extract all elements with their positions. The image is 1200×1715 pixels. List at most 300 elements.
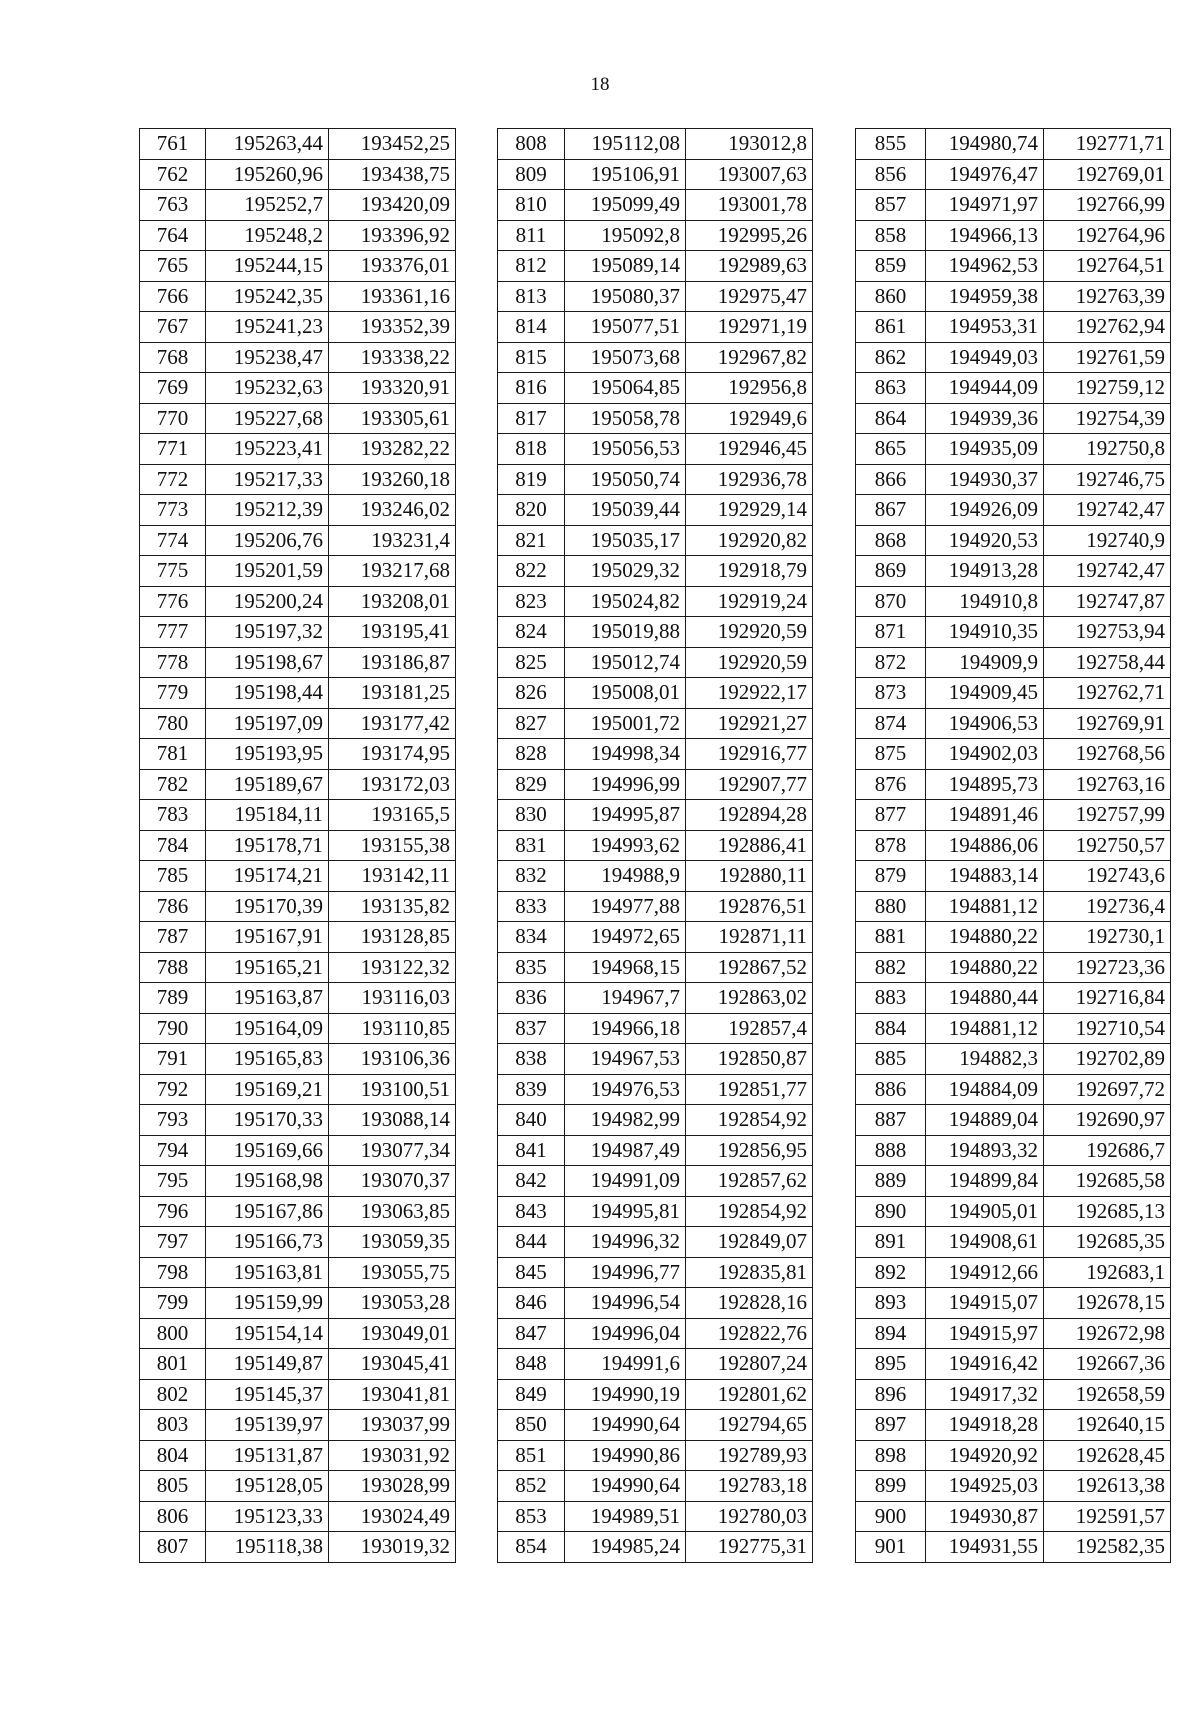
table-row: [498, 190, 813, 221]
y-coordinate-cell: 193031,92: [329, 1440, 456, 1471]
point-number-cell: 843: [498, 1196, 565, 1227]
x-coordinate-cell: 195201,59: [206, 556, 329, 587]
y-coordinate-cell: 193019,32: [329, 1532, 456, 1563]
x-coordinate-cell: 194976,47: [926, 159, 1044, 190]
y-coordinate-cell: 192967,82: [686, 342, 813, 373]
point-number-cell: 888: [856, 1135, 926, 1166]
point-number-cell: 871: [856, 617, 926, 648]
table-row: [140, 800, 456, 831]
x-coordinate-cell: 194988,9: [565, 861, 686, 892]
x-coordinate-cell: 194920,53: [926, 525, 1044, 556]
x-coordinate-cell: 194996,54: [565, 1288, 686, 1319]
y-coordinate-cell: 192971,19: [686, 312, 813, 343]
table-row: [856, 1135, 1171, 1166]
x-coordinate-cell: 194930,37: [926, 464, 1044, 495]
x-coordinate-cell: 195123,33: [206, 1501, 329, 1532]
point-number-cell: 846: [498, 1288, 565, 1319]
point-number-cell: 885: [856, 1044, 926, 1075]
table-row: [498, 495, 813, 526]
table-row: [140, 586, 456, 617]
table-row: [856, 129, 1171, 160]
point-number-cell: 768: [140, 342, 206, 373]
y-coordinate-cell: 193420,09: [329, 190, 456, 221]
y-coordinate-cell: 192640,15: [1044, 1410, 1171, 1441]
table-row: [140, 739, 456, 770]
x-coordinate-cell: 194909,9: [926, 647, 1044, 678]
y-coordinate-cell: 193055,75: [329, 1257, 456, 1288]
y-coordinate-cell: 192613,38: [1044, 1471, 1171, 1502]
y-coordinate-cell: 192807,24: [686, 1349, 813, 1380]
table-row: [140, 1501, 456, 1532]
table-row: [856, 556, 1171, 587]
table-row: [856, 1196, 1171, 1227]
x-coordinate-cell: 194996,32: [565, 1227, 686, 1258]
table-row: [856, 617, 1171, 648]
point-number-cell: 877: [856, 800, 926, 831]
y-coordinate-cell: 192769,01: [1044, 159, 1171, 190]
table-row: [140, 1105, 456, 1136]
table-row: [498, 403, 813, 434]
point-number-cell: 764: [140, 220, 206, 251]
coordinates-table-1: [139, 128, 456, 1563]
y-coordinate-cell: 192628,45: [1044, 1440, 1171, 1471]
table-row: [498, 1044, 813, 1075]
y-coordinate-cell: 193041,81: [329, 1379, 456, 1410]
y-coordinate-cell: 192880,11: [686, 861, 813, 892]
table-row: [140, 1440, 456, 1471]
point-number-cell: 882: [856, 952, 926, 983]
x-coordinate-cell: 195073,68: [565, 342, 686, 373]
table-row: [140, 342, 456, 373]
table-row: [856, 1440, 1171, 1471]
point-number-cell: 805: [140, 1471, 206, 1502]
x-coordinate-cell: 194881,12: [926, 1013, 1044, 1044]
x-coordinate-cell: 194976,53: [565, 1074, 686, 1105]
y-coordinate-cell: 192920,82: [686, 525, 813, 556]
x-coordinate-cell: 195099,49: [565, 190, 686, 221]
x-coordinate-cell: 194893,32: [926, 1135, 1044, 1166]
table-row: [140, 830, 456, 861]
point-number-cell: 823: [498, 586, 565, 617]
table-row: [856, 1532, 1171, 1563]
point-number-cell: 820: [498, 495, 565, 526]
table-row: [856, 1166, 1171, 1197]
y-coordinate-cell: 193195,41: [329, 617, 456, 648]
table-row: [140, 312, 456, 343]
x-coordinate-cell: 195012,74: [565, 647, 686, 678]
y-coordinate-cell: 193028,99: [329, 1471, 456, 1502]
y-coordinate-cell: 192678,15: [1044, 1288, 1171, 1319]
x-coordinate-cell: 195019,88: [565, 617, 686, 648]
table-row: [856, 1471, 1171, 1502]
point-number-cell: 774: [140, 525, 206, 556]
y-coordinate-cell: 192956,8: [686, 373, 813, 404]
table-row: [856, 1013, 1171, 1044]
x-coordinate-cell: 195248,2: [206, 220, 329, 251]
table-row: [140, 861, 456, 892]
table-row: [140, 1532, 456, 1563]
x-coordinate-cell: 194889,04: [926, 1105, 1044, 1136]
y-coordinate-cell: 193246,02: [329, 495, 456, 526]
y-coordinate-cell: 193396,92: [329, 220, 456, 251]
y-coordinate-cell: 192685,35: [1044, 1227, 1171, 1258]
table-row: [856, 1349, 1171, 1380]
table-row: [498, 586, 813, 617]
x-coordinate-cell: 195159,99: [206, 1288, 329, 1319]
table-row: [856, 525, 1171, 556]
y-coordinate-cell: 193053,28: [329, 1288, 456, 1319]
point-number-cell: 839: [498, 1074, 565, 1105]
y-coordinate-cell: 193305,61: [329, 403, 456, 434]
x-coordinate-cell: 195050,74: [565, 464, 686, 495]
x-coordinate-cell: 195217,33: [206, 464, 329, 495]
y-coordinate-cell: 193088,14: [329, 1105, 456, 1136]
y-coordinate-cell: 193007,63: [686, 159, 813, 190]
x-coordinate-cell: 194910,8: [926, 586, 1044, 617]
point-number-cell: 776: [140, 586, 206, 617]
y-coordinate-cell: 192690,97: [1044, 1105, 1171, 1136]
x-coordinate-cell: 194895,73: [926, 769, 1044, 800]
table-row: [856, 891, 1171, 922]
x-coordinate-cell: 195024,82: [565, 586, 686, 617]
point-number-cell: 798: [140, 1257, 206, 1288]
y-coordinate-cell: 193106,36: [329, 1044, 456, 1075]
y-coordinate-cell: 193177,42: [329, 708, 456, 739]
y-coordinate-cell: 192936,78: [686, 464, 813, 495]
table-row: [140, 708, 456, 739]
x-coordinate-cell: 195029,32: [565, 556, 686, 587]
x-coordinate-cell: 194953,31: [926, 312, 1044, 343]
table-row: [856, 342, 1171, 373]
table-row: [140, 1349, 456, 1380]
table-row: [140, 617, 456, 648]
y-coordinate-cell: 192740,9: [1044, 525, 1171, 556]
table-row: [856, 1288, 1171, 1319]
point-number-cell: 895: [856, 1349, 926, 1380]
point-number-cell: 896: [856, 1379, 926, 1410]
y-coordinate-cell: 193122,32: [329, 952, 456, 983]
y-coordinate-cell: 192854,92: [686, 1105, 813, 1136]
point-number-cell: 832: [498, 861, 565, 892]
x-coordinate-cell: 194987,49: [565, 1135, 686, 1166]
table-row: [498, 1166, 813, 1197]
table-row: [498, 251, 813, 282]
point-number-cell: 792: [140, 1074, 206, 1105]
y-coordinate-cell: 192922,17: [686, 678, 813, 709]
table-row: [856, 1227, 1171, 1258]
point-number-cell: 865: [856, 434, 926, 465]
x-coordinate-cell: 194989,51: [565, 1501, 686, 1532]
y-coordinate-cell: 193077,34: [329, 1135, 456, 1166]
x-coordinate-cell: 195169,21: [206, 1074, 329, 1105]
table-row: [498, 281, 813, 312]
table-row: [140, 1135, 456, 1166]
x-coordinate-cell: 194962,53: [926, 251, 1044, 282]
x-coordinate-cell: 194993,62: [565, 830, 686, 861]
point-number-cell: 795: [140, 1166, 206, 1197]
y-coordinate-cell: 193012,8: [686, 129, 813, 160]
table-row: [498, 1410, 813, 1441]
y-coordinate-cell: 192763,16: [1044, 769, 1171, 800]
x-coordinate-cell: 195170,39: [206, 891, 329, 922]
y-coordinate-cell: 192764,96: [1044, 220, 1171, 251]
x-coordinate-cell: 194926,09: [926, 495, 1044, 526]
point-number-cell: 788: [140, 952, 206, 983]
x-coordinate-cell: 194982,99: [565, 1105, 686, 1136]
y-coordinate-cell: 193181,25: [329, 678, 456, 709]
y-coordinate-cell: 192710,54: [1044, 1013, 1171, 1044]
table-row: [856, 373, 1171, 404]
y-coordinate-cell: 192762,94: [1044, 312, 1171, 343]
x-coordinate-cell: 194884,09: [926, 1074, 1044, 1105]
point-number-cell: 864: [856, 403, 926, 434]
x-coordinate-cell: 194902,03: [926, 739, 1044, 770]
x-coordinate-cell: 194996,04: [565, 1318, 686, 1349]
point-number-cell: 765: [140, 251, 206, 282]
table-row: [140, 1166, 456, 1197]
y-coordinate-cell: 192856,95: [686, 1135, 813, 1166]
x-coordinate-cell: 194998,34: [565, 739, 686, 770]
point-number-cell: 763: [140, 190, 206, 221]
table-row: [140, 464, 456, 495]
x-coordinate-cell: 194939,36: [926, 403, 1044, 434]
x-coordinate-cell: 195058,78: [565, 403, 686, 434]
table-row: [498, 1013, 813, 1044]
x-coordinate-cell: 195092,8: [565, 220, 686, 251]
point-number-cell: 860: [856, 281, 926, 312]
y-coordinate-cell: 192753,94: [1044, 617, 1171, 648]
table-row: [140, 1257, 456, 1288]
point-number-cell: 886: [856, 1074, 926, 1105]
x-coordinate-cell: 194990,64: [565, 1471, 686, 1502]
y-coordinate-cell: 193116,03: [329, 983, 456, 1014]
point-number-cell: 806: [140, 1501, 206, 1532]
x-coordinate-cell: 195178,71: [206, 830, 329, 861]
point-number-cell: 800: [140, 1318, 206, 1349]
point-number-cell: 833: [498, 891, 565, 922]
y-coordinate-cell: 192757,99: [1044, 800, 1171, 831]
coordinates-table-2: [497, 128, 813, 1563]
y-coordinate-cell: 192716,84: [1044, 983, 1171, 1014]
point-number-cell: 875: [856, 739, 926, 770]
point-number-cell: 782: [140, 769, 206, 800]
point-number-cell: 897: [856, 1410, 926, 1441]
y-coordinate-cell: 192771,71: [1044, 129, 1171, 160]
table-row: [498, 922, 813, 953]
y-coordinate-cell: 192763,39: [1044, 281, 1171, 312]
table-row: [140, 159, 456, 190]
point-number-cell: 867: [856, 495, 926, 526]
y-coordinate-cell: 192801,62: [686, 1379, 813, 1410]
table-row: [140, 922, 456, 953]
x-coordinate-cell: 194996,77: [565, 1257, 686, 1288]
table-row: [140, 1410, 456, 1441]
table-row: [498, 342, 813, 373]
y-coordinate-cell: 192857,62: [686, 1166, 813, 1197]
x-coordinate-cell: 194977,88: [565, 891, 686, 922]
y-coordinate-cell: 193282,22: [329, 434, 456, 465]
y-coordinate-cell: 192850,87: [686, 1044, 813, 1075]
x-coordinate-cell: 195167,86: [206, 1196, 329, 1227]
y-coordinate-cell: 192754,39: [1044, 403, 1171, 434]
y-coordinate-cell: 192921,27: [686, 708, 813, 739]
table-row: [498, 1379, 813, 1410]
point-number-cell: 814: [498, 312, 565, 343]
table-row: [498, 220, 813, 251]
x-coordinate-cell: 194881,12: [926, 891, 1044, 922]
point-number-cell: 836: [498, 983, 565, 1014]
table-row: [498, 1257, 813, 1288]
table-row: [856, 1044, 1171, 1075]
y-coordinate-cell: 192975,47: [686, 281, 813, 312]
y-coordinate-cell: 193063,85: [329, 1196, 456, 1227]
point-number-cell: 762: [140, 159, 206, 190]
x-coordinate-cell: 194996,99: [565, 769, 686, 800]
y-coordinate-cell: 192886,41: [686, 830, 813, 861]
point-number-cell: 889: [856, 1166, 926, 1197]
table-row: [498, 1532, 813, 1563]
x-coordinate-cell: 194930,87: [926, 1501, 1044, 1532]
y-coordinate-cell: 192742,47: [1044, 495, 1171, 526]
x-coordinate-cell: 195128,05: [206, 1471, 329, 1502]
table-row: [856, 1105, 1171, 1136]
table-row: [140, 525, 456, 556]
table-row: [856, 1501, 1171, 1532]
y-coordinate-cell: 193135,82: [329, 891, 456, 922]
table-row: [856, 708, 1171, 739]
point-number-cell: 801: [140, 1349, 206, 1380]
table-row: [856, 190, 1171, 221]
point-number-cell: 825: [498, 647, 565, 678]
x-coordinate-cell: 194916,42: [926, 1349, 1044, 1380]
table-row: [856, 861, 1171, 892]
point-number-cell: 887: [856, 1105, 926, 1136]
table-row: [498, 983, 813, 1014]
table-row: [140, 1379, 456, 1410]
point-number-cell: 837: [498, 1013, 565, 1044]
point-number-cell: 810: [498, 190, 565, 221]
table-row: [140, 190, 456, 221]
x-coordinate-cell: 194949,03: [926, 342, 1044, 373]
y-coordinate-cell: 193361,16: [329, 281, 456, 312]
table-row: [498, 556, 813, 587]
table-row: [140, 220, 456, 251]
x-coordinate-cell: 194918,28: [926, 1410, 1044, 1441]
x-coordinate-cell: 194991,09: [565, 1166, 686, 1197]
y-coordinate-cell: 193452,25: [329, 129, 456, 160]
y-coordinate-cell: 193001,78: [686, 190, 813, 221]
table-row: [856, 800, 1171, 831]
point-number-cell: 770: [140, 403, 206, 434]
x-coordinate-cell: 195238,47: [206, 342, 329, 373]
y-coordinate-cell: 192747,87: [1044, 586, 1171, 617]
table-row: [498, 434, 813, 465]
point-number-cell: 880: [856, 891, 926, 922]
y-coordinate-cell: 192667,36: [1044, 1349, 1171, 1380]
point-number-cell: 847: [498, 1318, 565, 1349]
x-coordinate-cell: 195163,81: [206, 1257, 329, 1288]
point-number-cell: 793: [140, 1105, 206, 1136]
table-row: [498, 891, 813, 922]
x-coordinate-cell: 195166,73: [206, 1227, 329, 1258]
point-number-cell: 850: [498, 1410, 565, 1441]
x-coordinate-cell: 194899,84: [926, 1166, 1044, 1197]
y-coordinate-cell: 192764,51: [1044, 251, 1171, 282]
x-coordinate-cell: 194980,74: [926, 129, 1044, 160]
point-number-cell: 874: [856, 708, 926, 739]
point-number-cell: 852: [498, 1471, 565, 1502]
y-coordinate-cell: 192851,77: [686, 1074, 813, 1105]
x-coordinate-cell: 195145,37: [206, 1379, 329, 1410]
x-coordinate-cell: 195227,68: [206, 403, 329, 434]
x-coordinate-cell: 194886,06: [926, 830, 1044, 861]
table-row: [498, 678, 813, 709]
y-coordinate-cell: 192907,77: [686, 769, 813, 800]
point-number-cell: 777: [140, 617, 206, 648]
table-row: [498, 1318, 813, 1349]
y-coordinate-cell: 192743,6: [1044, 861, 1171, 892]
y-coordinate-cell: 192867,52: [686, 952, 813, 983]
y-coordinate-cell: 193186,87: [329, 647, 456, 678]
page-number: 18: [590, 74, 610, 95]
point-number-cell: 791: [140, 1044, 206, 1075]
y-coordinate-cell: 192761,59: [1044, 342, 1171, 373]
point-number-cell: 784: [140, 830, 206, 861]
point-number-cell: 842: [498, 1166, 565, 1197]
table-row: [140, 556, 456, 587]
table-row: [856, 1318, 1171, 1349]
table-row: [140, 1288, 456, 1319]
y-coordinate-cell: 192794,65: [686, 1410, 813, 1441]
table-row: [140, 495, 456, 526]
x-coordinate-cell: 195112,08: [565, 129, 686, 160]
y-coordinate-cell: 192746,75: [1044, 464, 1171, 495]
y-coordinate-cell: 192769,91: [1044, 708, 1171, 739]
point-number-cell: 863: [856, 373, 926, 404]
x-coordinate-cell: 194906,53: [926, 708, 1044, 739]
x-coordinate-cell: 194915,97: [926, 1318, 1044, 1349]
x-coordinate-cell: 194882,3: [926, 1044, 1044, 1075]
point-number-cell: 857: [856, 190, 926, 221]
point-number-cell: 829: [498, 769, 565, 800]
table-row: [498, 1074, 813, 1105]
table-row: [498, 1135, 813, 1166]
x-coordinate-cell: 195242,35: [206, 281, 329, 312]
x-coordinate-cell: 195189,67: [206, 769, 329, 800]
table-row: [856, 312, 1171, 343]
table-row: [498, 647, 813, 678]
x-coordinate-cell: 195165,21: [206, 952, 329, 983]
y-coordinate-cell: 192730,1: [1044, 922, 1171, 953]
x-coordinate-cell: 194909,45: [926, 678, 1044, 709]
table-row: [140, 891, 456, 922]
table-row: [140, 1196, 456, 1227]
y-coordinate-cell: 193049,01: [329, 1318, 456, 1349]
point-number-cell: 817: [498, 403, 565, 434]
point-number-cell: 849: [498, 1379, 565, 1410]
table-row: [856, 220, 1171, 251]
point-number-cell: 894: [856, 1318, 926, 1349]
x-coordinate-cell: 194917,32: [926, 1379, 1044, 1410]
x-coordinate-cell: 195232,63: [206, 373, 329, 404]
table-row: [498, 800, 813, 831]
x-coordinate-cell: 194935,09: [926, 434, 1044, 465]
table-row: [498, 312, 813, 343]
point-number-cell: 862: [856, 342, 926, 373]
point-number-cell: 859: [856, 251, 926, 282]
table-row: [856, 1410, 1171, 1441]
x-coordinate-cell: 195077,51: [565, 312, 686, 343]
